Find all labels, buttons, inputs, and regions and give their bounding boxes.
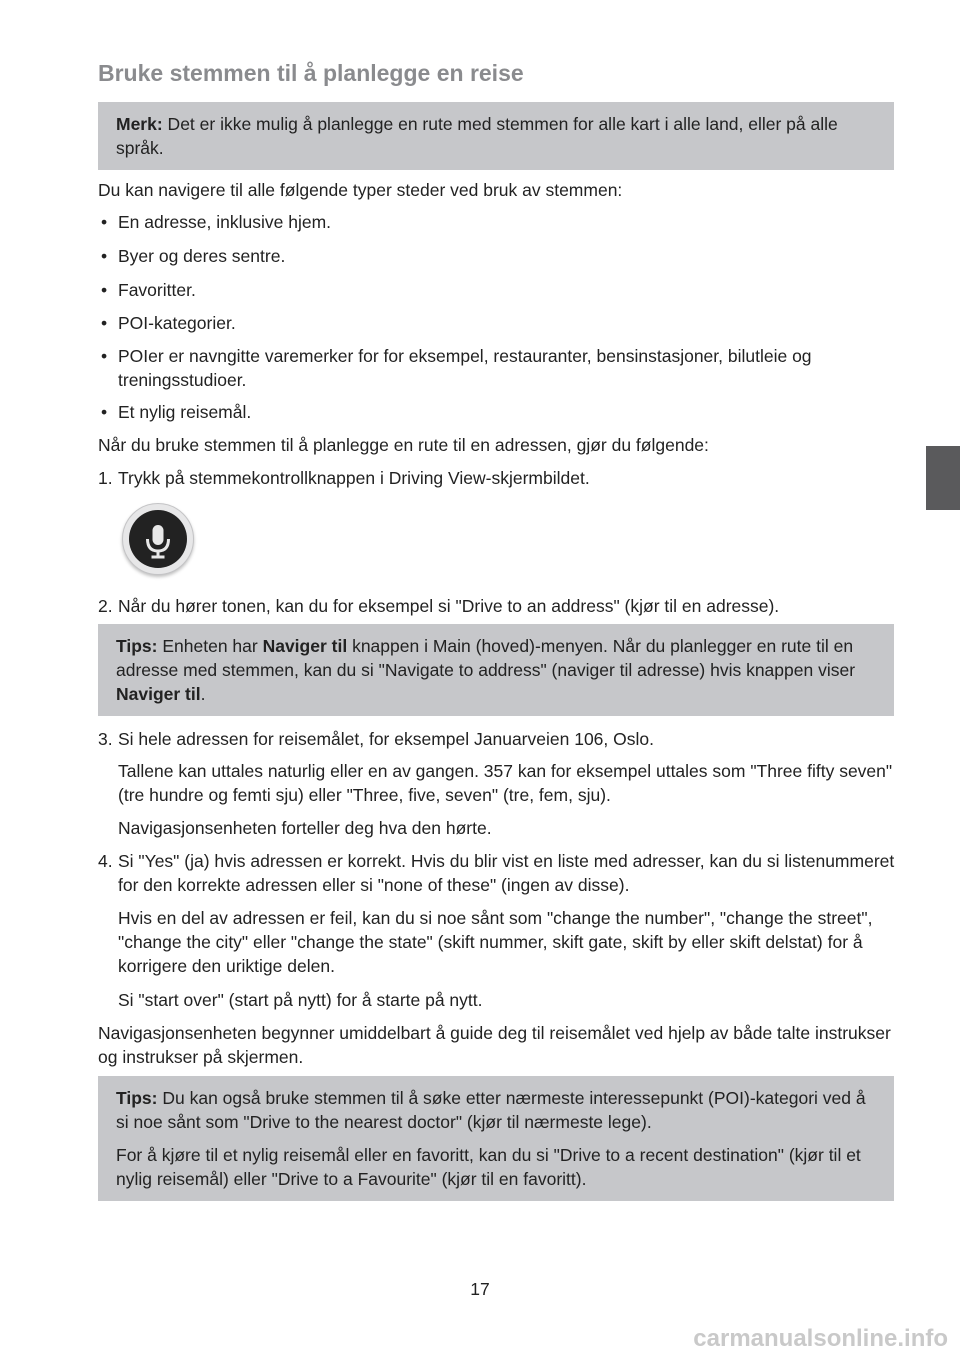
page-title: Bruke stemmen til å planlegge en reise <box>98 60 524 86</box>
list-item <box>98 400 898 424</box>
voice-control-button[interactable] <box>122 503 194 575</box>
tip-text-part: Enheten har <box>157 636 263 656</box>
chapter-tab <box>926 446 960 510</box>
tip-text-part: Du kan også bruke stemmen til å søke etter nærmeste interessepunkt (POI)-kategori ved å si noe sånt som "Drive to the nearest doctor" (kjør til nærmeste lege). <box>116 1088 866 1132</box>
tip-text <box>116 634 876 706</box>
naviger-til-label: Naviger til <box>116 684 201 704</box>
bullet-marker: • <box>101 212 108 232</box>
list-item-text: Favoritter. <box>118 280 196 300</box>
tip-text-part: knappen i Main (hoved)-menyen. Når du planlegger en rute til en adresse med stemmen, kan du si "Navigate to address" (naviger til adresse) hvis knappen viser <box>116 636 856 680</box>
list-item <box>98 244 898 268</box>
step-text: Si hele adressen for reisemålet, for eksempel Januarveien 106, Oslo. <box>118 729 654 749</box>
list-item <box>98 311 898 335</box>
tip-text-part: . <box>200 684 206 704</box>
tip-box <box>98 624 894 716</box>
list-item-text: POIer er navngitte varemerker for for eksempel, restauranter, bensinstasjoner, bilutleie og treningsstudioer. <box>118 346 812 390</box>
bullet-marker: • <box>101 402 108 422</box>
step-4-detail: Hvis en del av adressen er feil, kan du si noe sånt som "change the number", "change the street", "change the city" eller "change the state" (skift nummer, skift gate, skift by eller skift delstat) for å korrigere den uriktige delen. <box>118 908 873 976</box>
bullet-marker: • <box>101 280 108 300</box>
bullet-marker: • <box>101 313 108 333</box>
step-text: Trykk på stemmekontrollknappen i Driving View-skjermbildet. <box>118 468 590 488</box>
step-1 <box>98 466 898 490</box>
microphone-icon <box>129 510 187 568</box>
tip-text <box>116 1086 876 1134</box>
step-text: Si "Yes" (ja) hvis adressen er korrekt. Hvis du blir vist en liste med adresser, kan du si listenummeret for den korrekte adressen eller si "none of these" (ingen av disse). <box>118 851 895 895</box>
intro-paragraph: Du kan navigere til alle følgende typer steder ved bruk av stemmen: <box>98 180 623 200</box>
tip-box <box>98 1076 894 1201</box>
step-number: 1. <box>98 468 113 488</box>
note-lead: Merk: <box>116 114 163 134</box>
step-number: 4. <box>98 851 113 871</box>
steps-lead-in: Når du bruke stemmen til å planlegge en rute til en adressen, gjør du følgende: <box>98 435 709 455</box>
step-2 <box>98 594 898 618</box>
note-box <box>98 102 894 170</box>
list-item-text: POI-kategorier. <box>118 313 236 333</box>
closing-paragraph: Navigasjonsenheten begynner umiddelbart å guide deg til reisemålet ved hjelp av både talte instrukser og instrukser på skjermen. <box>98 1023 891 1067</box>
list-item-text: En adresse, inklusive hjem. <box>118 212 332 232</box>
step-number: 3. <box>98 729 113 749</box>
naviger-til-label: Naviger til <box>262 636 348 656</box>
list-item <box>98 278 898 302</box>
watermark: carmanualsonline.info <box>693 1325 948 1352</box>
bullet-marker: • <box>101 346 108 366</box>
note-body: Det er ikke mulig å planlegge en rute med stemmen for alle kart i alle land, eller på alle språk. <box>116 114 838 158</box>
tip-lead: Tips: <box>116 636 158 656</box>
tip-lead: Tips: <box>116 1088 158 1108</box>
step-number: 2. <box>98 596 113 616</box>
list-item-text: Et nylig reisemål. <box>118 402 252 422</box>
step-4-detail: Si "start over" (start på nytt) for å starte på nytt. <box>118 990 483 1010</box>
step-3-detail: Tallene kan uttales naturlig eller en av gangen. 357 kan for eksempel uttales som "Three fifty seven" (tre hundre og femti sju) eller "Three, five, seven" (tre, fem, sju). <box>118 761 893 805</box>
step-4 <box>98 849 898 897</box>
note-text <box>116 112 876 160</box>
tip-text: For å kjøre til et nylig reisemål eller en favoritt, kan du si "Drive to a recent destination" (kjør til et nylig reisemål) eller "Drive to a Favourite" (kjør til en favoritt). <box>116 1145 861 1189</box>
list-item <box>98 344 898 392</box>
step-3 <box>98 727 898 751</box>
list-item <box>98 210 898 234</box>
list-item-text: Byer og deres sentre. <box>118 246 286 266</box>
step-3-detail: Navigasjonsenheten forteller deg hva den hørte. <box>118 818 492 838</box>
page-number: 17 <box>470 1279 490 1299</box>
step-text: Når du hører tonen, kan du for eksempel si "Drive to an address" (kjør til en adresse). <box>118 596 780 616</box>
bullet-marker: • <box>101 246 108 266</box>
